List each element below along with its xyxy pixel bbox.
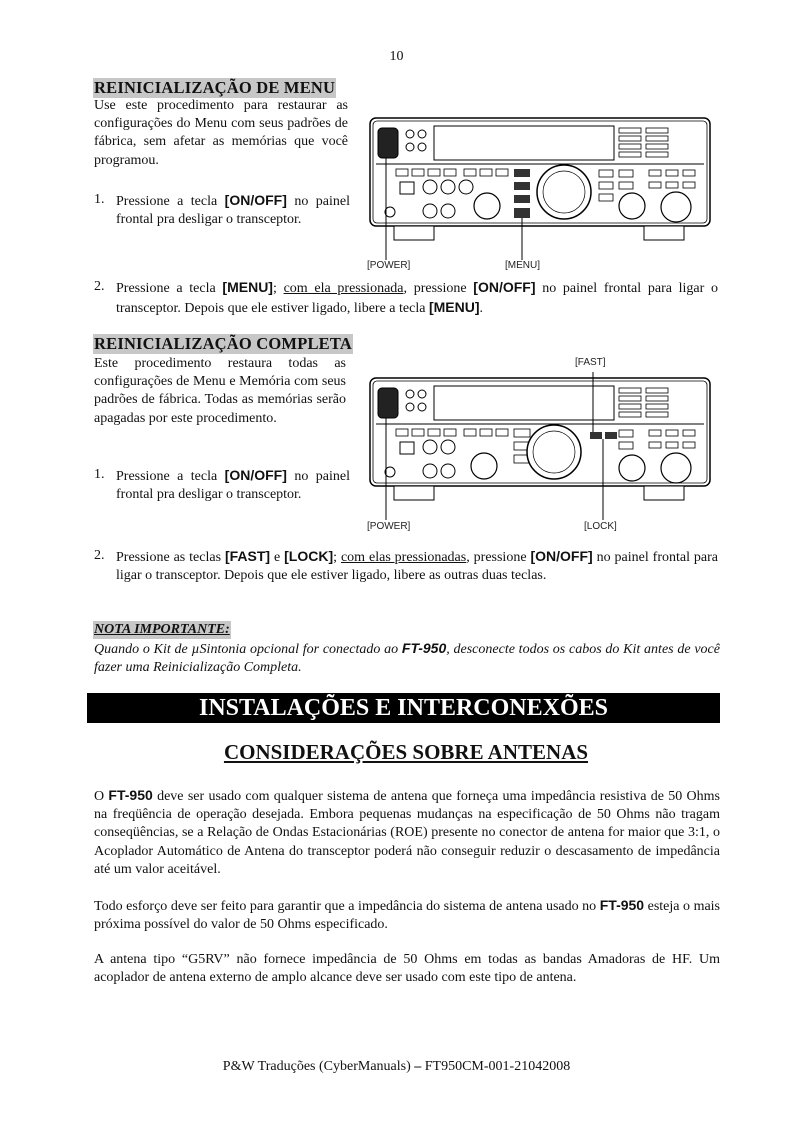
step-text: ; <box>333 550 341 565</box>
transceiver-front-panel-drawing <box>364 372 720 538</box>
key-lock: [LOCK] <box>284 548 334 564</box>
menu-reset-heading: REINICIALIZAÇÃO DE MENU <box>94 78 336 97</box>
model-name: FT-950 <box>401 640 447 656</box>
step-number: 1. <box>94 467 105 482</box>
step-number: 1. <box>94 192 105 207</box>
footer-code: FT950CM-001-21042008 <box>424 1059 571 1074</box>
paragraph-text: deve ser usado com qualquer sistema de antena que forneça uma impedância resistiva de 50 Ohms na freqüência de operação desejada. Embora pequenas mudanças na especificação de 50 Ohms não tragam conseqüências, se a Relação de Ondas Estacionárias (ROE) presente no conector de antena for maior que 3:1, o Acoplador Automático de Antena do transceptor poderá não conseguir reduzir o descasamento de impedância até um valor aceitável. <box>94 789 720 877</box>
step-number: 2. <box>94 548 105 563</box>
paragraph-text: Todo esforço deve ser feito para garantir que a impedância do sistema de antena usado no <box>94 899 600 914</box>
paragraph-text: esteja o mais próxima possível do valor de 50 Ohms especificado. <box>94 899 721 933</box>
antenna-heading: CONSIDERAÇÕES SOBRE ANTENAS <box>223 740 589 764</box>
step-text: Pressione a tecla <box>116 469 225 484</box>
model-name: FT-950 <box>108 787 153 803</box>
footer-dash: – <box>410 1059 425 1074</box>
step-text: e <box>270 550 285 565</box>
callout-lock: [LOCK] <box>584 521 617 532</box>
paragraph-text: O <box>94 789 109 804</box>
step-text: no painel frontal para ligar o transceptor. Depois que ele estiver ligado, libere as outras duas teclas. <box>116 550 718 584</box>
step-text: . <box>479 301 483 317</box>
step-text: Pressione a tecla <box>116 194 225 209</box>
step-text: , pressione <box>403 281 474 296</box>
step-text: no painel frontal para ligar o transceptor. Depois que ele estiver ligado, libere a tecla <box>116 281 719 317</box>
callout-menu: [MENU] <box>505 260 540 271</box>
full-reset-step2 <box>94 547 720 603</box>
key-menu: [MENU] <box>222 279 273 295</box>
full-reset-heading: REINICIALIZAÇÃO COMPLETA <box>94 334 352 353</box>
menu-reset-step2 <box>94 278 720 316</box>
chapter-banner: INSTALAÇÕES E INTERCONEXÕES <box>87 693 720 723</box>
note-text <box>94 639 720 677</box>
step-text: ; <box>272 281 284 296</box>
key-fast: [FAST] <box>224 548 271 564</box>
note-text-part: Quando o Kit de µSintonia opcional for conectado ao <box>94 642 402 657</box>
callout-power: [POWER] <box>367 521 411 532</box>
antenna-paragraph-3: A antena tipo “G5RV” não fornece impedância de 50 Ohms em todas as bandas Amadoras de HF. Um acoplador de antena externo de amplo alcance deve ser usado com este tipo de antena. <box>94 952 720 986</box>
page-number: 10 <box>389 49 404 64</box>
step-underlined: com elas pressionadas <box>340 550 467 565</box>
footer-text: P&W Traduções (CyberManuals) <box>222 1059 411 1074</box>
step-text: Pressione a tecla <box>116 281 223 296</box>
antenna-paragraph-2 <box>94 896 720 934</box>
key-on-off: [ON/OFF] <box>224 192 287 208</box>
step-underlined: com ela pressionada <box>283 281 404 296</box>
radio-figure-full <box>364 354 720 538</box>
menu-reset-step1 <box>94 191 350 247</box>
key-on-off: [ON/OFF] <box>530 548 593 564</box>
full-reset-step1 <box>94 466 350 522</box>
key-on-off: [ON/OFF] <box>224 467 287 483</box>
callout-fast: [FAST] <box>575 357 606 368</box>
key-menu: [MENU] <box>428 299 480 316</box>
callout-power: [POWER] <box>367 260 411 271</box>
note-text-part: , desconecte todos os cabos do Kit antes de você fazer uma Reinicialização Completa. <box>94 642 720 676</box>
step-text: Pressione as teclas <box>116 550 225 565</box>
step-number: 2. <box>94 279 105 294</box>
antenna-paragraph-1 <box>94 786 720 879</box>
step-text: no painel frontal pra desligar o transceptor. <box>116 194 350 228</box>
note-title: NOTA IMPORTANTE: <box>93 621 231 639</box>
full-reset-intro: Este procedimento restaura todas as configurações de Menu e Memória com seus padrões de fábrica. Todas as memórias serão apagadas por este procedimento. <box>94 356 346 426</box>
model-name: FT-950 <box>599 897 645 913</box>
footer <box>0 1058 793 1076</box>
radio-figure-menu <box>364 114 720 274</box>
step-text: no painel frontal pra desligar o transceptor. <box>116 469 350 503</box>
key-on-off: [ON/OFF] <box>473 279 536 295</box>
transceiver-front-panel-drawing <box>364 114 720 274</box>
step-text: , pressione <box>466 550 531 565</box>
menu-reset-intro: Use este procedimento para restaurar as configurações do Menu com seus padrões de fábrica, sem afetar as memórias que você programou. <box>94 98 348 168</box>
